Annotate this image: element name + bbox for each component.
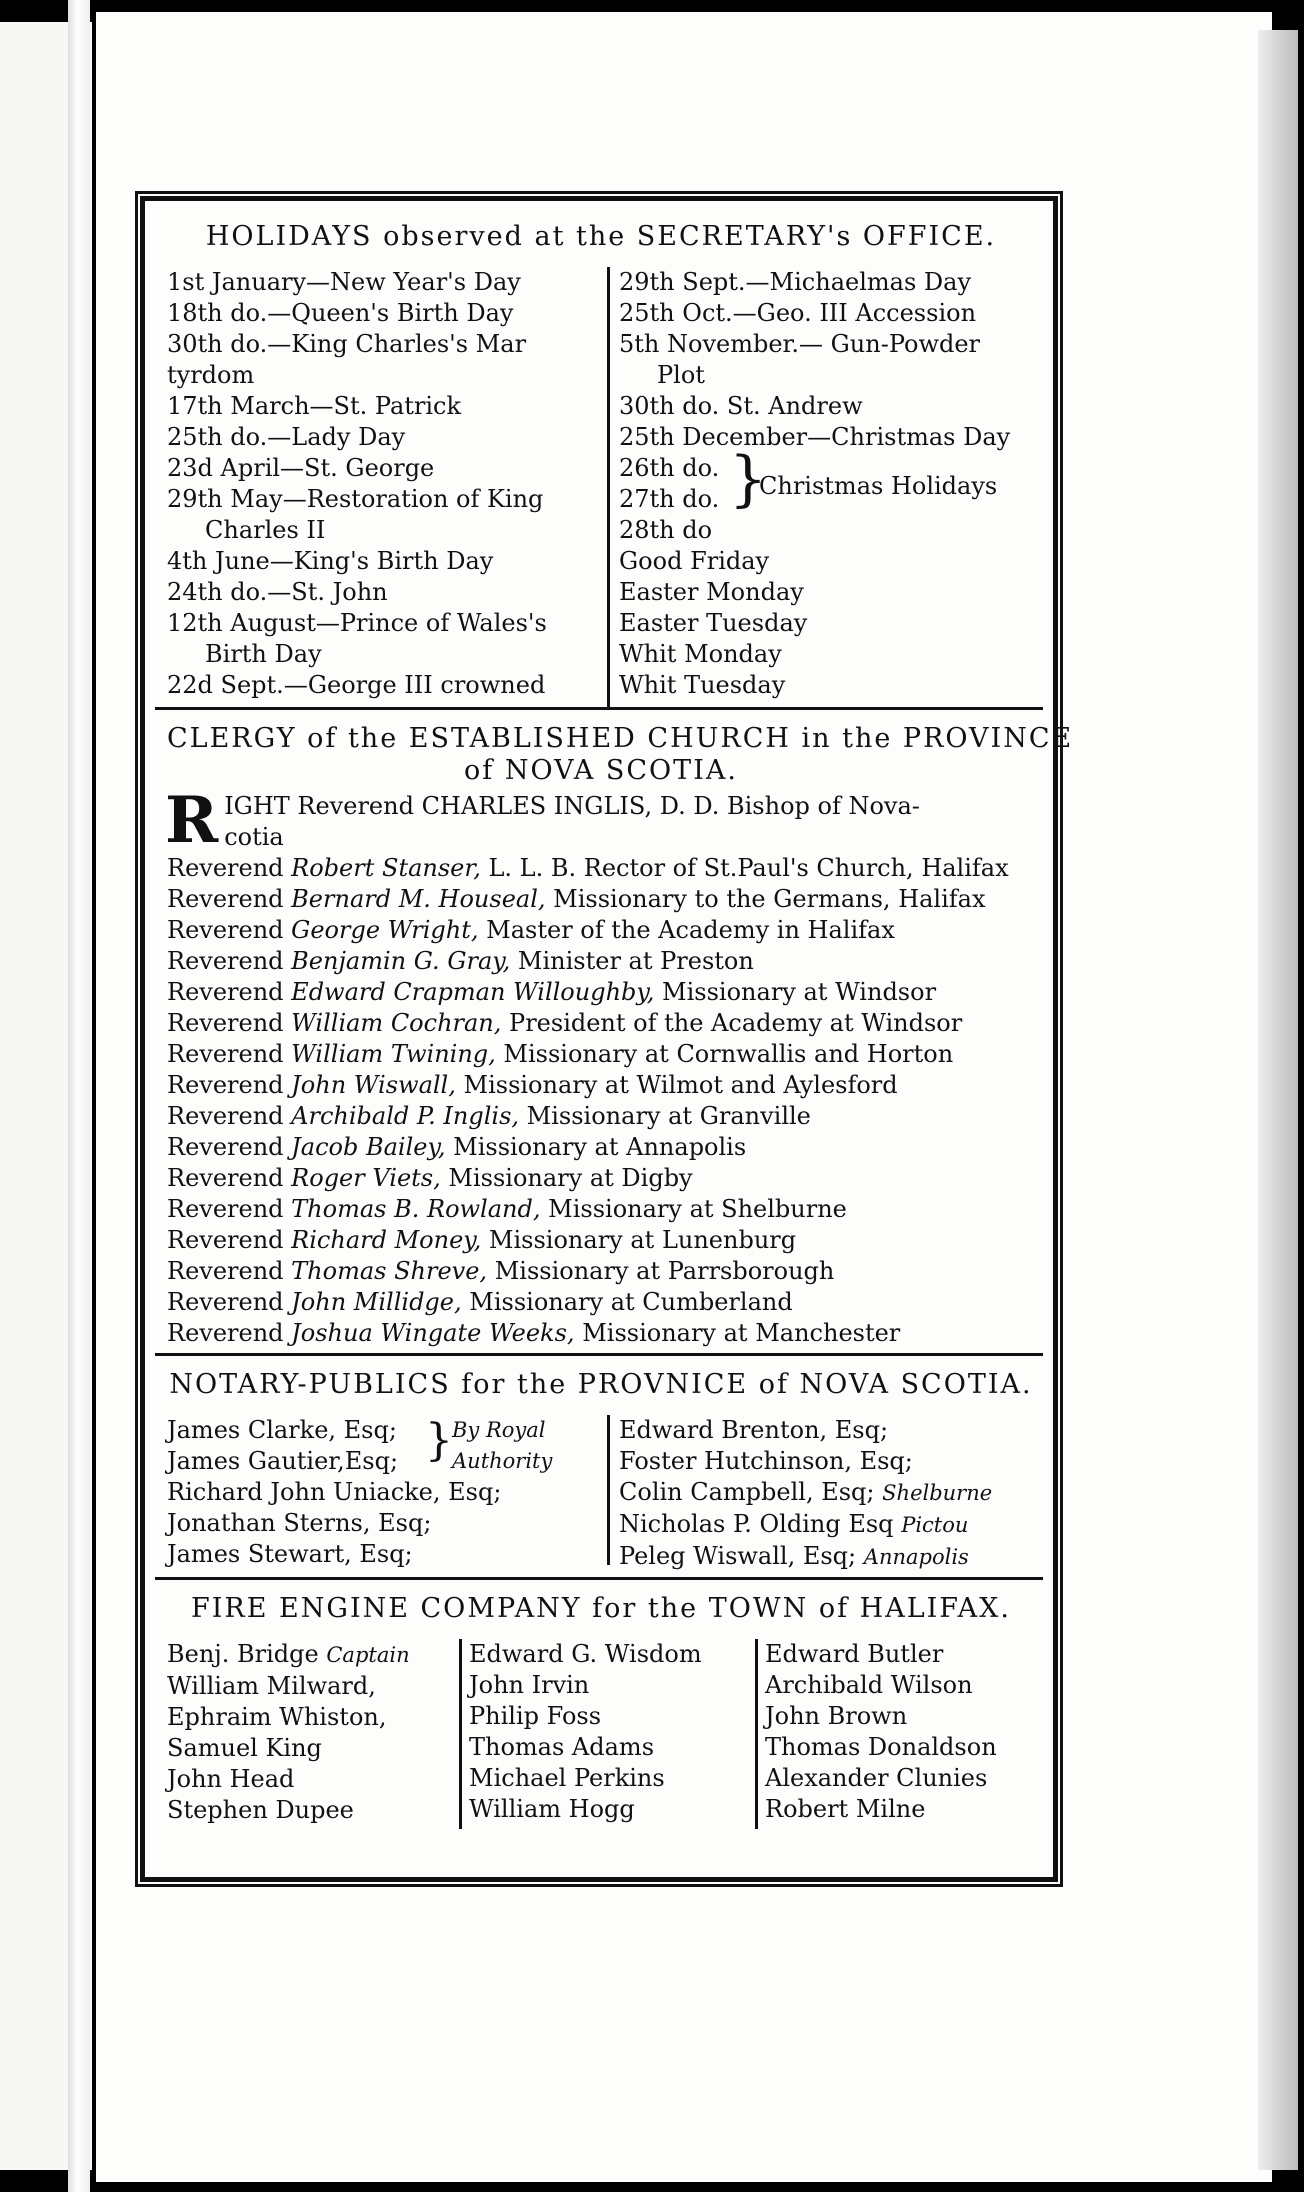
notary-line: Jonathan Sterns, Esq; [167, 1509, 432, 1537]
clergy-office: Missionary to the Germans, Halifax [553, 885, 986, 913]
clergy-entry [167, 915, 1035, 946]
clergy-name: Richard Money, [291, 1226, 482, 1254]
bishop-line: cotia [224, 823, 284, 851]
clergy-name: Thomas Shreve, [291, 1257, 488, 1285]
clergy-name: John Wiswall, [291, 1071, 456, 1099]
christmas-holidays-label: Christmas Holidays [759, 472, 998, 500]
holiday-line: Good Friday [619, 547, 770, 575]
holiday-line: 1st January—New Year's Day [167, 268, 521, 296]
fire-member: William Hogg [469, 1795, 635, 1823]
clergy-title-word: Reverend [167, 1009, 284, 1037]
member-name: Benj. Bridge [167, 1640, 319, 1668]
fire-column-1 [167, 1639, 457, 1826]
clergy-entry [167, 884, 1035, 915]
clergy-title: CLERGY of the ESTABLISHED CHURCH in the PROVINCE [167, 723, 1074, 754]
fire-column-3 [765, 1639, 1035, 1825]
holidays-right-column [619, 267, 1039, 701]
holiday-line: Easter Tuesday [619, 609, 808, 637]
column-rule [607, 267, 610, 707]
notaries-section [167, 1369, 1035, 1569]
holidays-section [167, 221, 1035, 721]
clergy-title-word: Reverend [167, 1164, 284, 1192]
holiday-line: 4th June—King's Birth Day [167, 547, 494, 575]
fire-member: Philip Foss [469, 1702, 602, 1730]
clergy-entry [167, 1163, 1035, 1194]
notary-name: Colin Campbell, Esq; [619, 1478, 875, 1506]
clergy-office: Missionary at Manchester [582, 1319, 901, 1347]
holiday-line: 29th Sept.—Michaelmas Day [619, 268, 972, 296]
clergy-entry [167, 1101, 1035, 1132]
holiday-line: 24th do.—St. John [167, 578, 388, 606]
notaries-right-column [619, 1415, 1039, 1573]
clergy-name: John Millidge, [291, 1288, 462, 1316]
clergy-office: Missionary at Wilmot and Aylesford [463, 1071, 898, 1099]
notary-place: Annapolis [863, 1545, 969, 1569]
curly-brace-icon: } [425, 1415, 453, 1466]
holidays-title: HOLIDAYS observed at the SECRETARY's OFFICE. [205, 221, 997, 252]
authority-note: By Royal [452, 1418, 546, 1442]
clergy-name: William Cochran, [291, 1009, 502, 1037]
fire-member: Edward G. Wisdom [469, 1640, 702, 1668]
fire-member: John Brown [765, 1702, 908, 1730]
fire-member [167, 1639, 457, 1671]
bishop-entry [165, 783, 1035, 858]
holiday-line: 30th do. St. Andrew [619, 392, 863, 420]
clergy-title-word: Reverend [167, 1040, 284, 1068]
holiday-line: Plot [657, 361, 705, 389]
holiday-line: 22d Sept.—George III crowned [167, 671, 546, 699]
notary-place: Pictou [901, 1513, 969, 1537]
holiday-line: Whit Monday [619, 640, 782, 668]
clergy-office: Missionary at Lunenburg [488, 1226, 797, 1254]
fire-member: William Milward, [167, 1672, 376, 1700]
clergy-entry [167, 1256, 1035, 1287]
notary-line: James Clarke, Esq; [167, 1416, 397, 1444]
clergy-name: Benjamin G. Gray, [291, 947, 511, 975]
holiday-line: 23d April—St. George [167, 454, 435, 482]
fire-member: Stephen Dupee [167, 1796, 354, 1824]
notary-name: Nicholas P. Olding Esq [619, 1510, 894, 1538]
clergy-entry [167, 1225, 1035, 1256]
holiday-line: 27th do. [619, 485, 720, 513]
clergy-title-word: Reverend [167, 1071, 284, 1099]
clergy-title-word: Reverend [167, 1133, 284, 1161]
holiday-line: 5th November.— Gun-Powder [619, 330, 981, 358]
clergy-title-word: Reverend [167, 1257, 284, 1285]
holiday-line: tyrdom [167, 361, 255, 389]
clergy-entry [167, 1132, 1035, 1163]
column-rule [755, 1639, 758, 1829]
fire-member: Ephraim Whiston, [167, 1703, 387, 1731]
clergy-office: Missionary at Cornwallis and Horton [503, 1040, 954, 1068]
holiday-line: Easter Monday [619, 578, 804, 606]
clergy-title-line2: of NOVA SCOTIA. [464, 755, 738, 786]
notary-line [619, 1541, 1039, 1573]
holiday-line: 29th May—Restoration of King [167, 485, 544, 513]
notary-line: James Gautier,Esq; [167, 1447, 399, 1475]
holiday-line: 26th do. [619, 454, 720, 482]
clergy-name: Edward Crapman Willoughby, [291, 978, 655, 1006]
clergy-name: William Twining, [291, 1040, 496, 1068]
fire-member: Thomas Donaldson [765, 1733, 997, 1761]
notary-line: Richard John Uniacke, Esq; [167, 1478, 502, 1506]
notary-line: James Stewart, Esq; [167, 1540, 413, 1568]
section-divider [155, 1577, 1043, 1580]
fire-member: John Head [167, 1765, 295, 1793]
holiday-line: 25th December—Christmas Day [619, 423, 1011, 451]
clergy-title-word: Reverend [167, 854, 284, 882]
holiday-line: Birth Day [205, 640, 322, 668]
clergy-office: Missionary at Parrsborough [494, 1257, 835, 1285]
fire-member: Alexander Clunies [765, 1764, 988, 1792]
clergy-name: George Wright, [291, 916, 479, 944]
clergy-entry [167, 1287, 1035, 1318]
clergy-title-word: Reverend [167, 1102, 284, 1130]
section-divider [155, 707, 1043, 710]
fire-member: Michael Perkins [469, 1764, 665, 1792]
fire-member: Robert Milne [765, 1795, 926, 1823]
holiday-line: 18th do.—Queen's Birth Day [167, 299, 514, 327]
holiday-line: Charles II [205, 516, 326, 544]
notary-name: Foster Hutchinson, Esq; [619, 1447, 913, 1475]
notary-name: Peleg Wiswall, Esq; [619, 1542, 857, 1570]
fire-member: Archibald Wilson [765, 1671, 973, 1699]
clergy-office: President of the Academy at Windsor [509, 1009, 963, 1037]
clergy-title-word: Reverend [167, 1288, 284, 1316]
clergy-title-word: Reverend [167, 1319, 284, 1347]
clergy-entry [167, 1318, 1035, 1349]
holiday-line: 25th do.—Lady Day [167, 423, 406, 451]
clergy-office: Missionary at Granville [526, 1102, 811, 1130]
captain-note: Captain [326, 1643, 410, 1667]
fire-member: Edward Butler [765, 1640, 944, 1668]
clergy-title-word: Reverend [167, 1226, 284, 1254]
clergy-name: Bernard M. Houseal, [291, 885, 546, 913]
notary-line [619, 1509, 1039, 1541]
clergy-entry [167, 946, 1035, 977]
clergy-office: Missionary at Shelburne [548, 1195, 847, 1223]
book-gutter [68, 0, 90, 2192]
clergy-entry [167, 1008, 1035, 1039]
fire-member: John Irvin [469, 1671, 590, 1699]
drop-cap: R [165, 783, 219, 858]
notaries-title: NOTARY-PUBLICS for the PROVNICE of NOVA SCOTIA. [169, 1369, 1033, 1400]
clergy-list [167, 853, 1035, 1349]
clergy-office: Missionary at Annapolis [453, 1133, 747, 1161]
notary-place: Shelburne [882, 1481, 993, 1505]
holiday-line: 30th do.—King Charles's Mar [167, 330, 527, 358]
clergy-office: Master of the Academy in Halifax [486, 916, 895, 944]
clergy-office: Missionary at Windsor [662, 978, 937, 1006]
holiday-line: 12th August—Prince of Wales's [167, 609, 547, 637]
bishop-line: IGHT Reverend CHARLES INGLIS, D. D. Bishop of Nova- [224, 792, 920, 820]
clergy-entry [167, 1194, 1035, 1225]
clergy-name: Archibald P. Inglis, [291, 1102, 520, 1130]
clergy-name: Roger Viets, [291, 1164, 441, 1192]
fire-member: Samuel King [167, 1734, 322, 1762]
notary-line [619, 1415, 1039, 1446]
clergy-office: Minister at Preston [517, 947, 754, 975]
column-rule [459, 1639, 462, 1829]
page-edge-shadow [1258, 30, 1298, 2170]
clergy-entry [167, 977, 1035, 1008]
clergy-title-word: Reverend [167, 978, 284, 1006]
clergy-office: Missionary at Cumberland [469, 1288, 793, 1316]
section-divider [155, 1353, 1043, 1356]
clergy-section [165, 723, 1074, 1353]
almanac-frame [140, 196, 1074, 1882]
curly-brace-icon: } [729, 444, 768, 514]
clergy-name: Thomas B. Rowland, [291, 1195, 541, 1223]
clergy-entry [167, 1070, 1035, 1101]
clergy-office: L. L. B. Rector of St.Paul's Church, Halifax [488, 854, 1009, 882]
authority-note: Authority [452, 1449, 553, 1473]
notary-line [619, 1446, 1039, 1477]
clergy-office: Missionary at Digby [448, 1164, 693, 1192]
clergy-entry [167, 1039, 1035, 1070]
fire-column-2 [469, 1639, 749, 1825]
column-rule [607, 1415, 610, 1565]
clergy-title-word: Reverend [167, 885, 284, 913]
fire-company-title: FIRE ENGINE COMPANY for the TOWN of HALIFAX. [191, 1593, 1011, 1624]
clergy-entry [167, 853, 1035, 884]
holiday-line: 17th March—St. Patrick [167, 392, 462, 420]
holiday-line: 28th do [619, 516, 713, 544]
holidays-left-column [167, 267, 597, 701]
clergy-name: Joshua Wingate Weeks, [291, 1319, 575, 1347]
notary-name: Edward Brenton, Esq; [619, 1416, 889, 1444]
notaries-left-column [167, 1415, 597, 1570]
clergy-name: Robert Stanser, [291, 854, 481, 882]
clergy-title-word: Reverend [167, 916, 284, 944]
clergy-name: Jacob Bailey, [291, 1133, 446, 1161]
clergy-title-word: Reverend [167, 1195, 284, 1223]
holiday-line: Whit Tuesday [619, 671, 786, 699]
clergy-title-word: Reverend [167, 947, 284, 975]
fire-member: Thomas Adams [469, 1733, 655, 1761]
holiday-line: 25th Oct.—Geo. III Accession [619, 299, 977, 327]
notary-line [619, 1477, 1039, 1509]
fire-company-section [167, 1593, 1035, 1843]
